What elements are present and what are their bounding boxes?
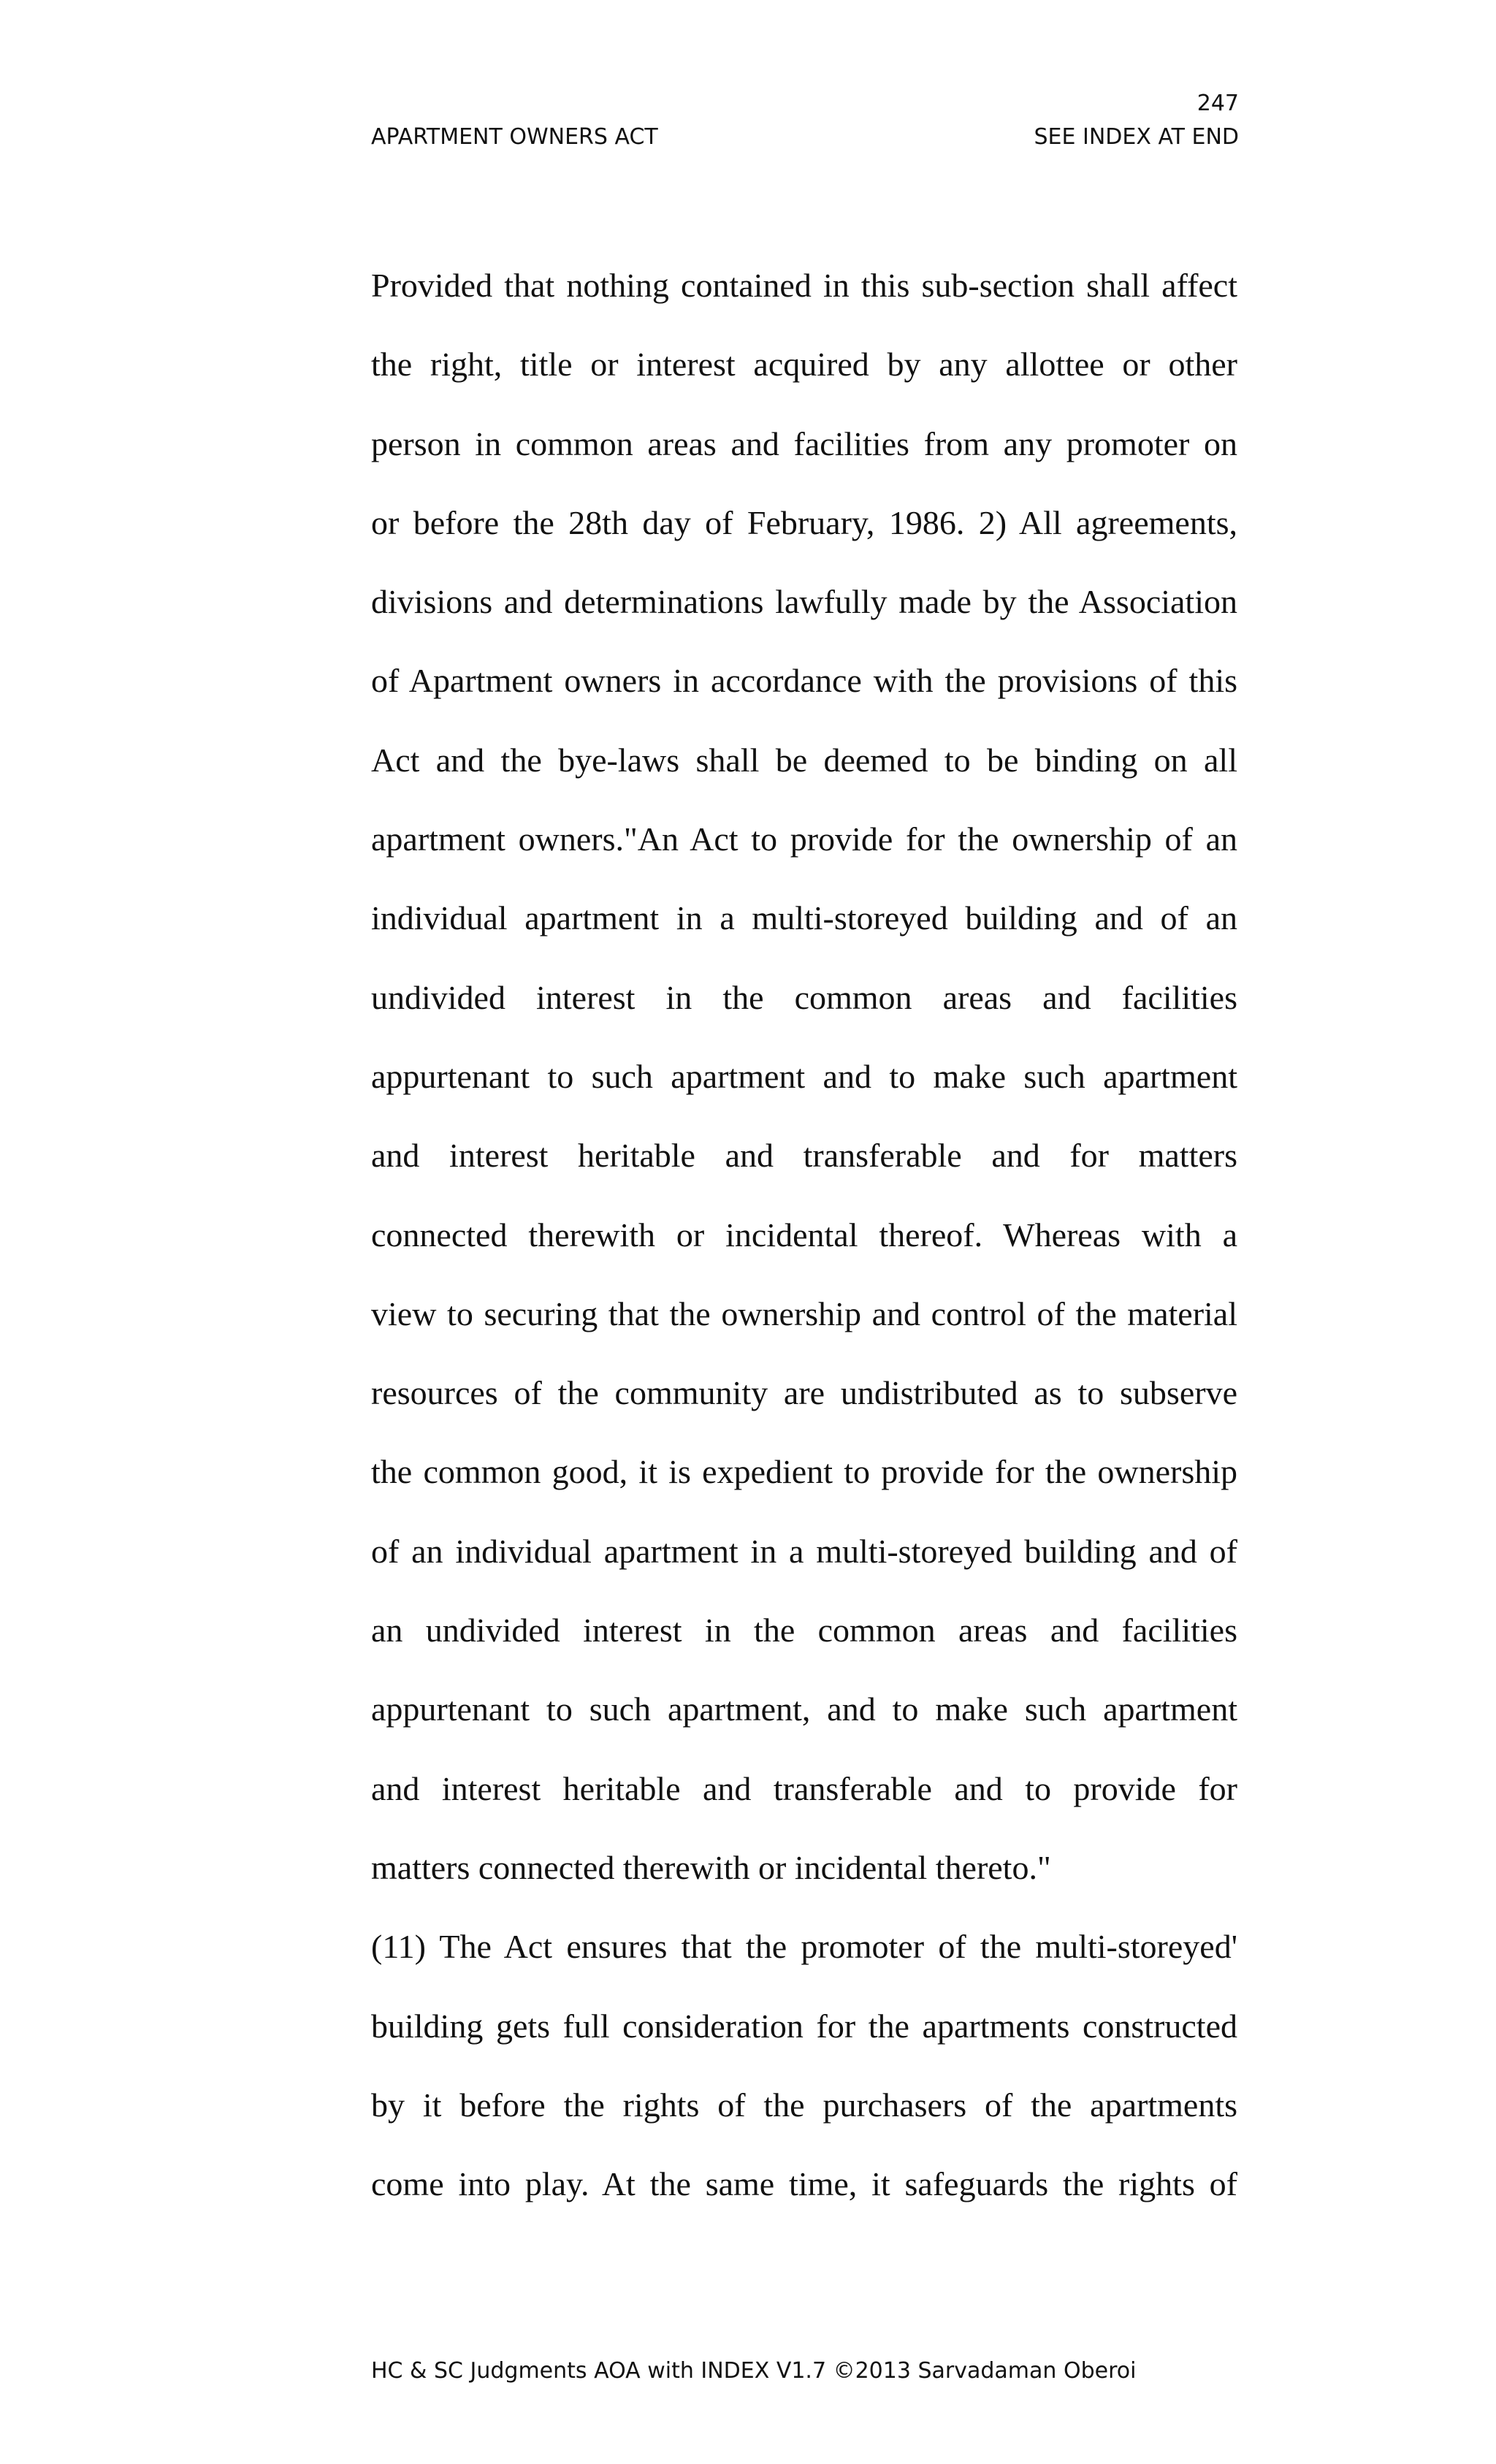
body-line: and interest heritable and transferable and to provide for: [371, 1769, 1237, 1807]
body-line: of an individual apartment in a multi-storeyed building and of: [371, 1532, 1237, 1570]
body-line: individual apartment in a multi-storeyed building and of an: [371, 899, 1237, 937]
body-line: of Apartment owners in accordance with the provisions of this: [371, 662, 1237, 700]
body-line: an undivided interest in the common areas and facilities: [371, 1611, 1237, 1649]
body-line: Provided that nothing contained in this sub-section shall affect: [371, 267, 1237, 304]
page-number: 247: [1197, 91, 1239, 116]
body-line: apartment owners."An Act to provide for the ownership of an: [371, 820, 1237, 858]
body-line: person in common areas and facilities from any promoter on: [371, 424, 1237, 462]
body-line: the right, title or interest acquired by any allottee or other: [371, 346, 1237, 384]
body-text: [371, 259, 1237, 2237]
body-line: building gets full consideration for the apartments constructed: [371, 2007, 1237, 2045]
body-line: by it before the rights of the purchasers of the apartments: [371, 2086, 1237, 2124]
running-header-title: APARTMENT OWNERS ACT: [371, 124, 658, 150]
body-line: matters connected therewith or incidental thereto.": [371, 1848, 1051, 1886]
body-line: and interest heritable and transferable and for matters: [371, 1137, 1237, 1175]
body-line: (11) The Act ensures that the promoter of the multi-storeyed': [371, 1928, 1237, 1966]
body-line: divisions and determinations lawfully made by the Association: [371, 583, 1237, 621]
body-line: view to securing that the ownership and control of the material: [371, 1294, 1237, 1332]
body-line: come into play. At the same time, it safeguards the rights of: [371, 2165, 1237, 2203]
body-line: connected therewith or incidental thereof. Whereas with a: [371, 1216, 1237, 1254]
body-line: Act and the bye-laws shall be deemed to be binding on all: [371, 741, 1237, 779]
running-header-index-note: SEE INDEX AT END: [1034, 124, 1239, 150]
body-line: appurtenant to such apartment and to make such apartment: [371, 1057, 1237, 1095]
page-footer: HC & SC Judgments AOA with INDEX V1.7 ©2013 Sarvadaman Oberoi: [371, 2358, 1137, 2384]
body-line: appurtenant to such apartment, and to make such apartment: [371, 1690, 1237, 1728]
body-line: undivided interest in the common areas and facilities: [371, 978, 1237, 1016]
body-line: the common good, it is expedient to provide for the ownership: [371, 1453, 1237, 1491]
body-line: or before the 28th day of February, 1986. 2) All agreements,: [371, 503, 1237, 541]
body-line: resources of the community are undistributed as to subserve: [371, 1374, 1237, 1412]
